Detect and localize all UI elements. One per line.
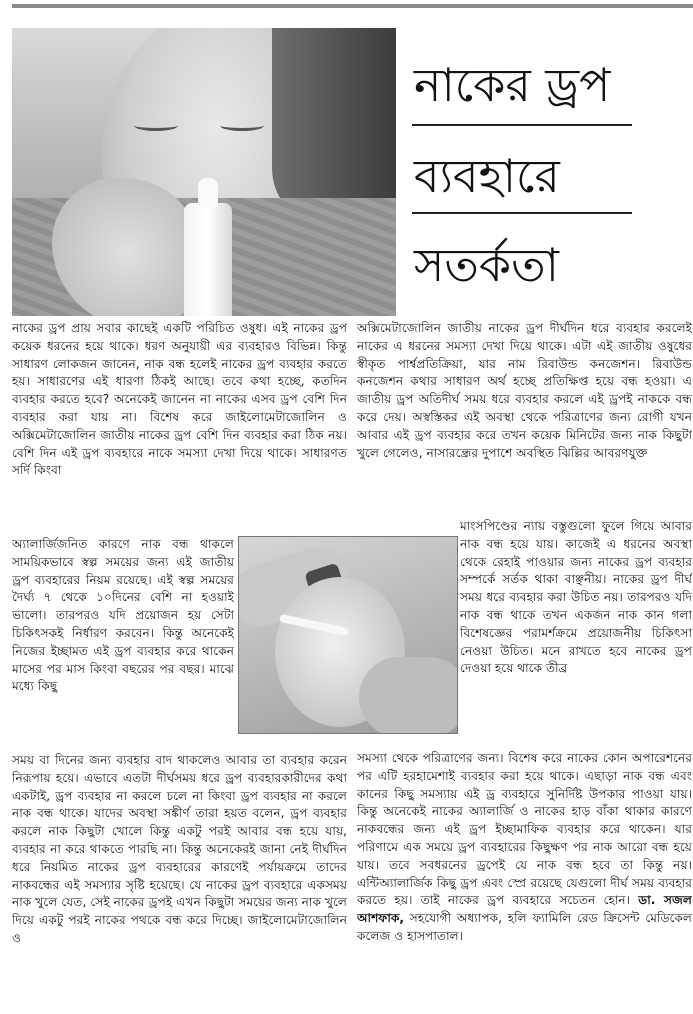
author-title: সহযোগী অধ্যাপক, হলি ফ্যামিলি রেড ক্রিসেন্ট মেডিকেল কলেজ ও হাসপাতাল। (357, 911, 692, 943)
article-paragraph: অক্সিমেটাজোলিন জাতীয় নাকের ড্রপ দীর্ঘদিন ধরে ব্যবহার করলেই নাকের এ ধরনের সমস্যা দেখা দিয়ে থাকে। এটা এই জাতীয় ওষুধের স্বীকৃত পার্শ্বপ্রতিক্রিয়া, যার নাম রিবাউন্ড কনজেশন। রিবাউন্ড কনজেশন কথার সাধারণ অর্থ হচ্ছে প্রতিক্ষিপ্ত হয়ে বন্ধ হওয়া। এ জাতীয় ড্রপ অতিদীর্ঘ সময় ধরে ব্যবহার করলে এই ড্রপই নাককে বন্ধ করে দেয়। অস্বস্তিকর এই অবস্থা থেকে পরিত্রাণের জন্য রোগী যখন আবার এই ড্রপ ব্যবহার করে তখন কয়েক মিনিটের জন্য নাক কিছুটা খুলে গেলেও, নাসারন্ধ্রের দুপাশে অবস্থিত ঝিল্লির আবরণযুক্ত (357, 321, 692, 460)
article-paragraph: মাংসপিণ্ডের ন্যায় বস্তুগুলো ফুলে গিয়ে আবার নাক বন্ধ হয়ে যায়। কাজেই এ ধরনের অবস্থা থেকে রেহাই পাওয়ার জন্য নাকের ড্রপ ব্যবহার সম্পর্কে সর্তক থাকা বাঞ্ছনীয়। নাকের ড্রপ দীর্ঘ সময় ধরে ব্যবহার করা উচিত নয়। তারপরও যদি নাক বন্ধ থাকে তখন একজন নাক কান গলা বিশেষজ্ঞের পরামর্শক্রমে প্রয়োজনীয় চিকিৎসা নেওয়া উচিত। মনে রাখতে হবে নাকের ড্রপ দেওয়া হয়ে থাকে তীব্র (460, 519, 692, 676)
article-col2-top (357, 320, 692, 518)
article-paragraph: নাকের ড্রপ প্রায় সবার কাছেই একটি পরিচিত ওষুধ। এই নাকের ড্রপ কয়েক ধরনের হয়ে থাকে। ধরণ অনুযায়ী এর ব্যবহারও বিভিন্ন। কিন্তু সাধারণ লোকজন জানেন, নাক বন্ধ হলেই নাকের ড্রপ ব্যবহার করতে হয়। সাধারণের এই ধারণা ঠিকই আছে। তবে কথা হচ্ছে, কতদিন ব্যবহার করতে হবে? অনেকেই জানেন না নাকের এসব ড্রপ বেশি দিন ব্যবহার করা যায় না। বিশেষ করে জাইলোমেটাজোলিন ও অক্সিমেটাজোলিন জাতীয় নাকের ড্রপ বেশি দিন ব্যবহার করা ঠিক নয়। বেশি দিন এই ড্রপ ব্যবহারে নাকে সমস্যা দেখা দিয়ে থাকে। সাধারণত সর্দি কিংবা (12, 321, 347, 478)
article-paragraph: অ্যালার্জিজনিত কারণে নাক বন্ধ থাকলে সাময়িকভাবে স্বল্প সময়ের জন্য এই জাতীয় ড্রপ ব্যবহারের নিয়ম রয়েছে। এই স্বল্প সময়ের দৈর্ঘ্য ৭ থেকে ১০দিনের বেশি না হওয়াই ভালো। তারপরও যদি প্রয়োজন হয় সেটা চিকিৎসকই নির্ধারণ করবেন। কিন্তু অনেকেই নিজের ইচ্ছামত এই ড্রপ ব্যবহার করে থাকেন মাসের পর মাস কিংবা বছরের পর বছর। মাঝে মধ্যে কিছু (12, 537, 234, 694)
inset-photo-child-nasal-drop (238, 536, 458, 734)
headline-line-3: সতর্কতা (414, 238, 559, 292)
hero-spray-bottle (184, 203, 232, 316)
article-closing-text: সমস্যা থেকে পরিত্রাণের জন্য। বিশেষ করে নাকের কোন অপারেশনের পর এটি হরহামেশাই ব্যবহার করা হয়ে থাকে। এছাড়া নাক বন্ধ এবং কানের কিছু সমস্যায় এই ড্র ব্যবহারে সুনির্দিষ্ট উপকার পাওয়া যায়। কিন্তু অনেকেই নাকের অ্যালার্জি ও নাকের হাড় বাঁকা থাকার কারণে নাকবন্ধের জন্য এই ড্রপ ইচ্ছামাফিক ব্যবহার করে থাকেন। যার পরিণামে এক সময়ে ড্রপ ব্যবহারের কিছুক্ষণ পর নাক আরো বন্ধ হয়ে যায়। তবে সবধরনের ড্রপেই যে নাক বন্ধ হবে তা কিন্তু নয়। এন্টিঅ্যালার্জিক কিছু ড্রপ এবং স্প্রে রয়েছে যেগুলো দীর্ঘ সময় ব্যবহার করতে হয়। তাই নাকের ড্রপ ব্যবহারে সচেতন হোন। (357, 751, 692, 908)
top-rule (12, 4, 693, 8)
article-paragraph (357, 750, 692, 946)
article-col2-below (357, 750, 692, 1008)
headline-rule-1 (412, 124, 632, 126)
hero-eye-left (134, 120, 178, 131)
author-name: ডা. সজল আশফাক, (357, 893, 692, 926)
hero-eye-right (220, 120, 264, 131)
inset-hand (359, 657, 458, 734)
article-col1-beside-photo (12, 536, 234, 752)
article-col1-top (12, 320, 347, 535)
article-paragraph: সময় বা দিনের জন্য ব্যবহার বাদ থাকলেও আবার তা ব্যবহার করেন নিরূপায় হয়ে। এভাবে এতটা দীর্ঘসময় ধরে ড্রপ ব্যবহারকারীদের কথা একটাই, ড্রপ ব্যবহার না করলে চলে না কিংবা ড্রপ ব্যবহার না করলে নাক বন্ধ থাকে। যাদের অবস্থা সঙ্কীর্ণ তারা হয়ত বলেন, ড্রপ ব্যবহার করলে নাক কিছুটা খোলে কিন্তু একটু পরই আবার বন্ধ হয়ে যায়, ব্যবহার না করে থাকতে পারছি না। কিন্তু অনেকেরই জানা নেই দীর্ঘদিন ধরে নিয়মিত নাকের ড্রপ ব্যবহারের কারণেই পর্যায়ক্রমে তাদের নাকবন্ধের এই সমস্যার সৃষ্টি হয়েছে। যে নাকের ড্রপ ব্যবহারে একসময় নাক খুলে যেত, সেই নাকের ড্রপই এখন কিছুটা সময়ের জন্য নাক খুলে দিয়ে একটু পরই নাকের পথকে বন্ধ করে দিচ্ছে। জাইলোমেটাজোলিন ও (12, 753, 347, 945)
headline-line-2: ব্যবহারে (414, 149, 560, 203)
headline-rule-2 (412, 212, 632, 214)
hero-spray-nozzle (198, 178, 218, 208)
hero-photo-nasal-spray (12, 28, 396, 316)
article-col1-below (12, 752, 347, 1007)
headline-line-1: নাকের ড্রপ (414, 58, 611, 112)
headline (406, 28, 693, 316)
article-col2-beside-photo (460, 518, 692, 750)
